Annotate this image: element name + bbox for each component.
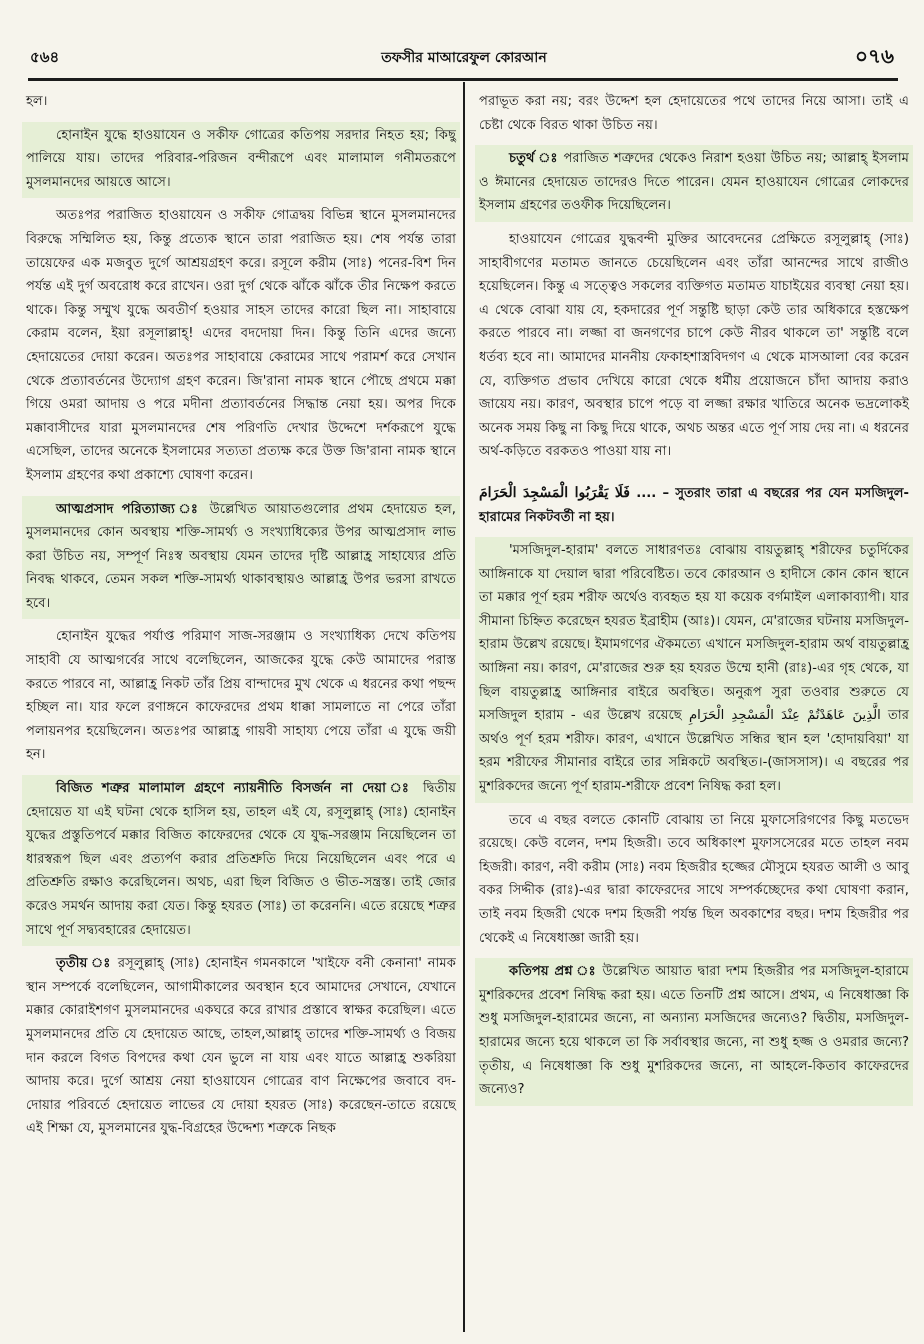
paragraph: তবে এ বছর বলতে কোনটি বোঝায় তা নিয়ে মুফাসেরিগণের কিছু মতভেদ রয়েছে। কেউ বলেন, দশম হিজরী। তবে অধিকাংশ মুফাসসেরের মতে তাহল নবম হিজরী। কারণ, নবী করীম (সাঃ) নবম হিজরীর হজ্জের মৌসুমে হযরত আলী ও আবু বকর সিদ্দীক (রাঃ)-এর দ্বারা কাফেরদের সাথে সম্পর্কচ্ছেদের কথা ঘোষণা করান, তাই নবম হিজরী থেকে দশম হিজরী পর্যন্ত ছিল অবকাশের বছর। দশম হিজরীর পর থেকেই এ নিষেধাজ্ঞা জারী হয়। <box>479 812 909 946</box>
column-divider <box>463 82 465 1332</box>
paragraph: হোনাইন যুদ্ধে হাওয়াযেন ও সকীফ গোত্রের কতিপয় সরদার নিহত হয়; কিছু পালিয়ে যায়। তাদের পরিবার-পরিজন বন্দীরূপে এবং মালামাল গনীমতরূপে মুসলমানদের আয়ত্তে আসে। <box>22 122 460 199</box>
section-heading: আত্মপ্রসাদ পরিত্যাজ্য ঃ <box>56 501 202 517</box>
paragraph-third: তৃতীয় ঃ রসূলুল্লাহ্ (সাঃ) হোনাইন গমনকালে 'খাইফে বনী কেনানা' নামক স্থান সম্পর্কে বলেছিলেন, আগামীকালের অবস্থান হবে আমাদের সেখানে, যেখানে মক্কার কোরাইশগণ মুসলমানদের একঘরে করে রাখার প্রস্তাবে স্বাক্ষর করেছিল। এতে মুসলমানদের প্রতি যে হেদায়েত আছে, তাহল,আল্লাহ্ তাদের শক্তি-সামর্থ্য ও বিজয় দান করলে বিগত বিপদের কথা যেন ভুলে না যায় এবং যাতে আল্লাহ্র শুকরিয়া আদায় করে। দুর্গে আশ্রয় নেয়া হাওয়াযেন গোত্রের বাণ নিক্ষেপের জবাবে বদ-দোয়ার পরিবর্তে হেদায়েত লাভের যে দোয়া হযরত (সাঃ) করেছেন-তাতে রয়েছে এই শিক্ষা যে, মুসলমানের যুদ্ধ-বিগ্রহের উদ্দেশ্য শত্রুকে নিছক <box>26 956 456 1137</box>
paragraph: পরাভূত করা নয়; বরং উদ্দেশ হল হেদায়েতের পথে তাদের নিয়ে আসা। তাই এ চেষ্টা থেকে বিরত থাকা উচিত নয়। <box>479 94 909 133</box>
verse-paragraph: فَلَا يَقْرَبُوا الْمَسْجِدَ الْحَرَامَ .... – সুতরাং তারা এ বছরের পর যেন মসজিদুল-হারামের নিকটবর্তী না হয়। <box>479 484 909 525</box>
section-heading: কতিপয় প্রশ্ন ঃ <box>509 964 597 980</box>
left-column <box>22 88 460 1145</box>
book-title: তফসীর মাআরেফুল কোরআন <box>381 50 547 66</box>
paragraph-fourth: চতুর্থ ঃ পরাজিত শত্রুদের থেকেও নিরাশ হওয়া উচিত নয়; আল্লাহ্ ইসলাম ও ঈমানের হেদায়েত তাদেরও দিতে পারেন। যেমন হাওয়াযেন গোত্রের লোকদের ইসলাম গ্রহণের তওফীক দিয়েছিলেন। <box>475 145 913 222</box>
section-heading: তৃতীয় ঃ <box>56 956 113 972</box>
paragraph: অতঃপর পরাজিত হাওয়াযেন ও সকীফ গোত্রদ্বয় বিভিন্ন স্থানে মুসলমানদের বিরুদ্ধে সম্মিলিত হয়, কিন্তু প্রত্যেক স্থানে তারা পরাজিত হয়। শেষ পর্যন্ত তারা তায়েফের এক মজবুত দুর্গে আশ্রয়গ্রহণ করে। রসূলে করীম (সাঃ) পনের-বিশ দিন পর্যন্ত এই দুর্গ অবরোধ করে রাখেন। ওরা দুর্গ থেকে ঝাঁকে ঝাঁকে তীর নিক্ষেপ করতে থাকে। কিন্তু সম্মুখ যুদ্ধে অবতীর্ণ হওয়ার সাহস তাদের কারো ছিল না। সাহাবায়ে কেরাম বলেন, ইয়া রসূলাল্লাহ্! এদের বদদোয়া দিন। কিন্তু তিনি এদের জন্যে হেদায়েতের দোয়া করেন। অতঃপর সাহাবায়ে কেরামের সাথে পরামর্শ করে সেখান থেকে প্রত্যাবর্তনের উদ্যোগ গ্রহণ করেন। জি'রানা নামক স্থানে পৌছে প্রথমে মক্কা গিয়ে ওমরা আদায় ও পরে মদীনা প্রত্যাবর্তনের সিদ্ধান্ত নেয়া হয়। অপর দিকে মক্কাবাসীদের যারা মুসলমানদের শেষ পরিণতি দেখার উদ্দেশে দর্শকরূপে যুদ্ধে এসেছিল, তাদের অনেকে ইসলামের সত্যতা প্রত্যক্ষ করে উক্ত জি'রানা নামক স্থানে ইসলাম গ্রহণের কথা প্রকাশ্যে ঘোষণা করেন। <box>26 208 456 483</box>
paragraph: 'মসজিদুল-হারাম' বলতে সাধারণতঃ বোঝায় বায়তুল্লাহ্ শরীফের চতুর্দিকের আঙ্গিনাকে যা দেয়াল দ্বারা পরিবেষ্টিত। তবে কোরআন ও হাদীসে কোন কোন স্থানে তা মক্কার পূর্ণ হরম শরীফ অর্থেও ব্যবহৃত হয় যা কয়েক বর্গমাইল এলাকাব্যাপী। যার সীমানা চিহ্নিত করেছেন হযরত ইব্রাহীম (আঃ)। যেমন, মে'রাজের ঘটনায় মসজিদুল-হারাম উল্লেখ রয়েছে। ইমামগণের ঐকমত্যে এখানে মসজিদুল-হারাম অর্থ বায়তুল্লাহ্র আঙ্গিনা নয়। কারণ, মে'রাজের শুরু হয় হযরত উম্মে হানী (রাঃ)-এর গৃহ থেকে, যা ছিল বায়তুল্লাহ্র আঙ্গিনার বাইরে অবস্থিত। অনুরূপ সুরা তওবার শুরুতে যে মসজিদুল হারাম - এর উল্লেখ রয়েছে الَّذِينَ عَاهَدْتُمْ عِنْدَ الْمَسْجِدِ الْحَرَامِ তার অর্থও পূর্ণ হরম শরীফ। কারণ, এখানে উল্লেখিত সন্ধির স্থান হল 'হোদায়বিয়া' যা হরম শরীফের সীমানার বাইরে তার সন্নিকটে অবস্থিত।-(জাসসাস)। এ বছরের পর মুশরিকদের জন্যে পূর্ণ হারাম-শরীফে প্রবেশ নিষিদ্ধ করা হল। <box>475 537 913 803</box>
right-column <box>475 88 913 1106</box>
paragraph-self-satisfaction: আত্মপ্রসাদ পরিত্যাজ্য ঃ উল্লেখিত আয়াতগুলোর প্রথম হেদায়েত হল, মুসলমানদের কোন অবস্থায় শক্তি-সামর্থ্য ও সংখ্যাধিক্যের উপর আত্মপ্রসাদ লাভ করা উচিত নয়, সম্পূর্ণ নিঃস্ব অবস্থায় যেমন তাদের দৃষ্টি আল্লাহ্র সাহায্যের প্রতি নিবদ্ধ থাকবে, তেমন সকল শক্তি-সামর্থ্য থাকাবস্থায়ও আল্লাহ্র উপর ভরসা রাখতে হবে। <box>22 496 460 620</box>
arabic-verse: فَلَا يَقْرَبُوا الْمَسْجِدَ الْحَرَامَ <box>479 484 630 501</box>
paragraph: হাওয়াযেন গোত্রের যুদ্ধবন্দী মুক্তির আবেদনের প্রেক্ষিতে রসূলুল্লাহ্ (সাঃ) সাহাবীগণের মতামত জানতে চেয়েছিলেন এবং তাঁরা আনন্দের সাথে রাজীও হয়েছিলেন। কিন্তু এ সত্ত্বেও সকলের ব্যক্তিগত মতামত যাচাইয়ের ব্যবস্থা নেয়া হয়। এ থেকে বোঝা যায় যে, হকদারের পূর্ণ সন্তুষ্টি ছাড়া কেউ তার অধিকারে হস্তক্ষেপ করতে পারবে না। লজ্জা বা জনগণের চাপে কেউ নীরব থাকলে তা' সন্তুষ্টি বলে ধর্তব্য হবে না। আমাদের মাননীয় ফেকাহশাস্ত্রবিদগণ এ থেকে মাসআলা বের করেন যে, ব্যক্তিগত প্রভাব দেখিয়ে কারো থেকে ধর্মীয় প্রয়োজনে চাঁদা আদায় করাও জায়েয নয়। কারণ, অবস্থার চাপে পড়ে বা লজ্জা রক্ষার খাতিরে অনেক ভদ্রলোকই অনেক সময় কিছু না কিছু দিয়ে থাকে, অথচ অন্তর এতে পূর্ণ সায় দেয় না। এ ধরনের অর্থ-কড়িতে বরকতও পাওয়া যায় না। <box>479 231 909 460</box>
paragraph: হোনাইন যুদ্ধের পর্যাপ্ত পরিমাণ সাজ-সরঞ্জাম ও সংখ্যাধিক্য দেখে কতিপয় সাহাবী যে আত্মগর্বের সাথে বলেছিলেন, আজকের যুদ্ধে কেউ আমাদের পরাস্ত করতে পারবে না, আল্লাহ্র নিকট তাঁর প্রিয় বান্দাদের মুখ থেকে এ ধরনের কথা পছন্দ হচ্ছিল না। যার ফলে রণাঙ্গনে কাফেরদের প্রথম ধাক্কা সামলাতে না পেরে তাঁরা পলায়নপর হয়েছিলেন। অতঃপর আল্লাহ্র গায়বী সাহায্য পেয়ে তাঁরা এ যুদ্ধে জয়ী হন। <box>26 629 456 763</box>
section-heading: চতুর্থ ঃ <box>509 151 559 167</box>
header-divider <box>28 78 898 81</box>
paragraph: হল। <box>26 94 48 109</box>
right-page-number: ০৭৬ <box>854 44 894 68</box>
left-page-number: ৫৬৪ <box>30 48 60 66</box>
page-header <box>28 40 900 76</box>
paragraph-questions: কতিপয় প্রশ্ন ঃ উল্লেখিত আয়াত দ্বারা দশম হিজরীর পর মসজিদুল-হারামে মুশরিকদের প্রবেশ নিষিদ্ধ করা হয়। এতে তিনটি প্রশ্ন আসে। প্রথম, এ নিষেধাজ্ঞা কি শুধু মসজিদুল-হারামের জন্যে, না অন্যান্য মসজিদের জন্যেও? দ্বিতীয়, মসজিদুল-হারামের জন্যে হয়ে থাকলে তা কি সর্বাবস্থার জন্যে, না শুধু হজ্জ ও ওমরার জন্যে? তৃতীয়, এ নিষেধাজ্ঞা কি শুধু মুশরিকদের জন্যে, না আহলে-কিতাব কাফেরদের জন্যেও? <box>475 958 913 1106</box>
section-heading: বিজিত শত্রুর মালামাল গ্রহণে ন্যায়নীতি বিসর্জন না দেয়া ঃ <box>56 781 414 797</box>
paragraph-justice: বিজিত শত্রুর মালামাল গ্রহণে ন্যায়নীতি বিসর্জন না দেয়া ঃ দ্বিতীয় হেদায়েত যা এই ঘটনা থেকে হাসিল হয়, তাহল এই যে, রসূলুল্লাহ্ (সাঃ) হোনাইন যুদ্ধের প্রস্তুতিপর্বে মক্কার বিজিত কাফেরদের থেকে যে যুদ্ধ-সরঞ্জাম নিয়েছিলেন তা ধারস্বরূপ ছিল এবং প্রত্যর্পণ করার প্রতিশ্রুতি দিয়ে নিয়েছিলেন এবং পরে এ প্রতিশ্রুতি রক্ষাও করেছিলেন। অথচ, এরা ছিল বিজিত ও ভীত-সন্ত্রস্ত। তাই জোর করেও সমর্থন আদায় করা যেত। কিন্তু হযরত (সাঃ) তা করেননি। এতে রয়েছে শত্রুর সাথে পূর্ণ সদ্ব্যবহারের হেদায়েত। <box>22 775 460 946</box>
